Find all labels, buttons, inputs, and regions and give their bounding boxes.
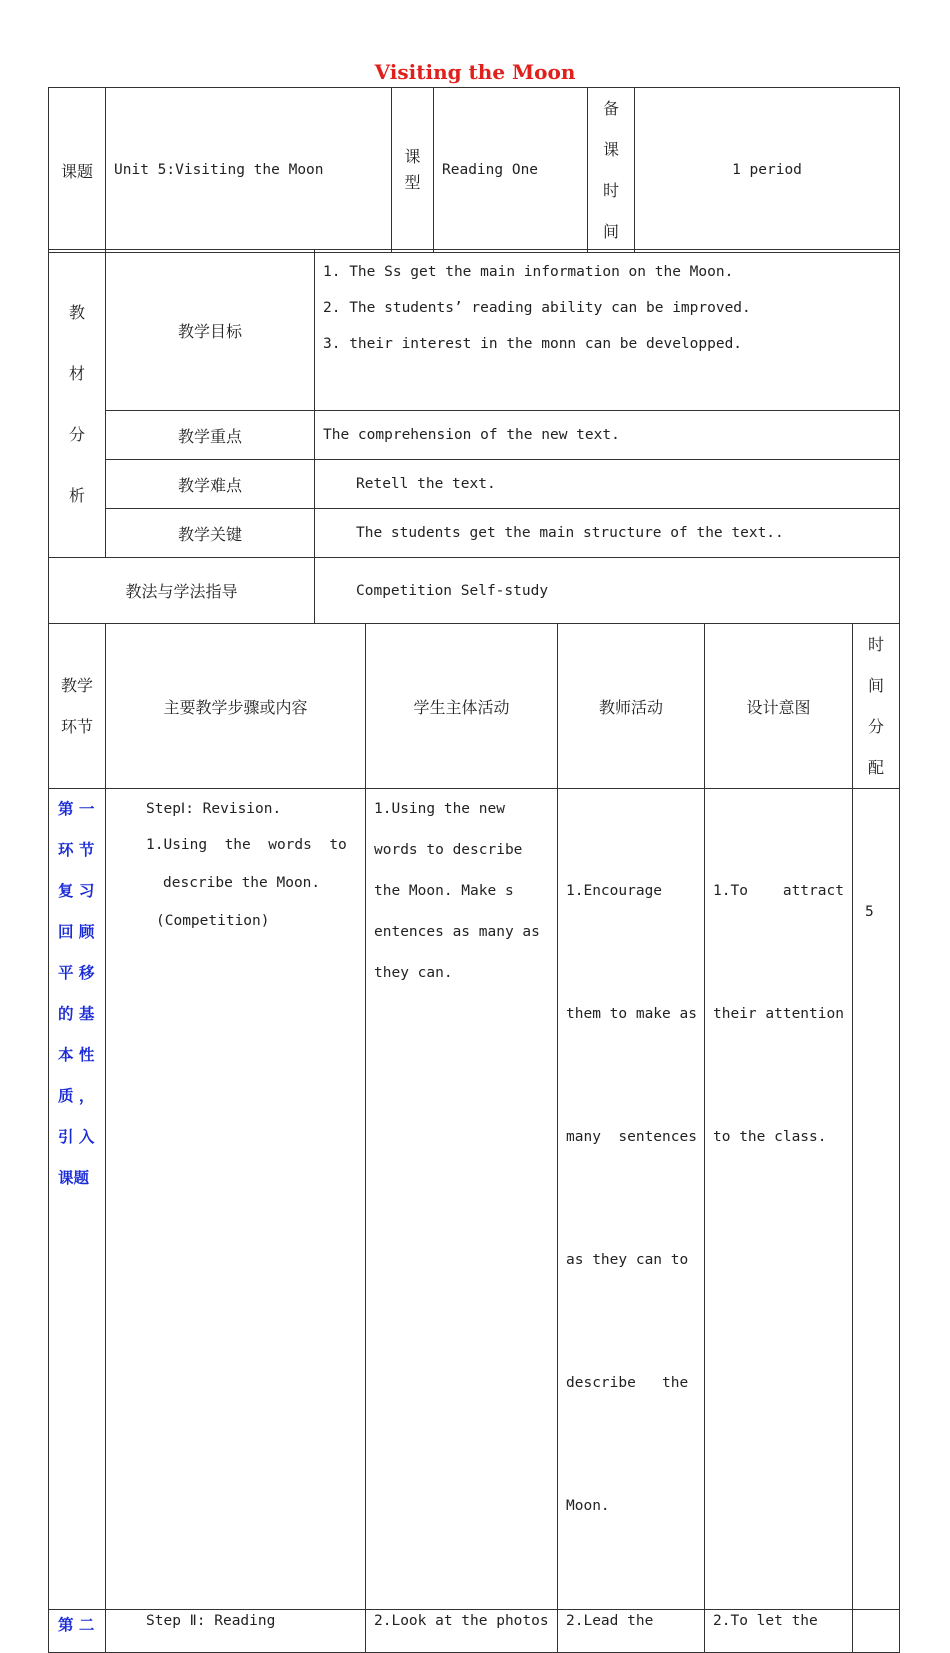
student-header: 学生主体活动: [366, 624, 558, 789]
header-table: [48, 87, 900, 253]
topic-value: Unit 5:Visiting the Moon: [106, 88, 392, 253]
focus-label: 教学重点: [106, 411, 315, 460]
goal-item: 1. The Ss get the main information on the Moon.: [323, 264, 734, 280]
teacher-header: 教师活动: [558, 624, 705, 789]
difficulty-label: 教学难点: [106, 460, 315, 509]
difficulty-value: Retell the text.: [315, 460, 900, 509]
goals-list: [315, 250, 900, 411]
step2-stage: 第 二: [49, 1610, 106, 1653]
step2-time: [853, 1610, 900, 1653]
steps-table: [48, 623, 900, 1653]
prep-time-label: 备 课 时 间: [588, 88, 635, 253]
step1-time: 5: [853, 789, 900, 1610]
stage-header: 教学 环节: [49, 624, 106, 789]
table-row: [49, 1610, 900, 1653]
goal-item: 3. their interest in the monn can be developped.: [323, 336, 743, 352]
goals-label: 教学目标: [106, 250, 315, 411]
goal-item: 2. The students’ reading ability can be improved.: [323, 300, 751, 316]
content-header: 主要教学步骤或内容: [106, 624, 366, 789]
time-header: 时 间 分 配: [853, 624, 900, 789]
focus-value: The comprehension of the new text.: [315, 411, 900, 460]
type-label: 课 型: [392, 88, 434, 253]
topic-label: 课题: [49, 88, 106, 253]
document-title: Visiting the Moon: [374, 60, 576, 84]
table-row: [49, 789, 900, 1610]
design-header: 设计意图: [705, 624, 853, 789]
step2-teacher: 2.Lead the: [558, 1610, 705, 1653]
method-table: [48, 557, 900, 624]
step1-student: 1.Using the new words to describe the Moon. Make s entences as many as they can.: [366, 789, 558, 1610]
type-value: Reading One: [434, 88, 588, 253]
step2-content: Step Ⅱ: Reading: [106, 1610, 366, 1653]
step1-teacher: 1.Encourage them to make as many sentences as they can to describe the Moon.: [558, 789, 705, 1610]
analysis-table: [48, 249, 900, 558]
method-value: Competition Self-study: [315, 558, 900, 624]
prep-time-value: 1 period: [635, 88, 900, 253]
key-value: The students get the main structure of the text..: [315, 509, 900, 558]
step1-stage: 第 一 环 节 复 习 回 顾 平 移 的 基 本 性 质 ， 引 入 课题: [49, 789, 106, 1610]
key-label: 教学关键: [106, 509, 315, 558]
step2-student: 2.Look at the photos: [366, 1610, 558, 1653]
step1-content: StepⅠ: Revision. 1.Using the words to describe the Moon. (Competition): [106, 789, 366, 1610]
step2-design: 2.To let the: [705, 1610, 853, 1653]
analysis-side-label: 教 材 分 析: [49, 250, 106, 558]
method-label: 教法与学法指导: [49, 558, 315, 624]
step1-design: 1.To attract their attention to the class.: [705, 789, 853, 1610]
